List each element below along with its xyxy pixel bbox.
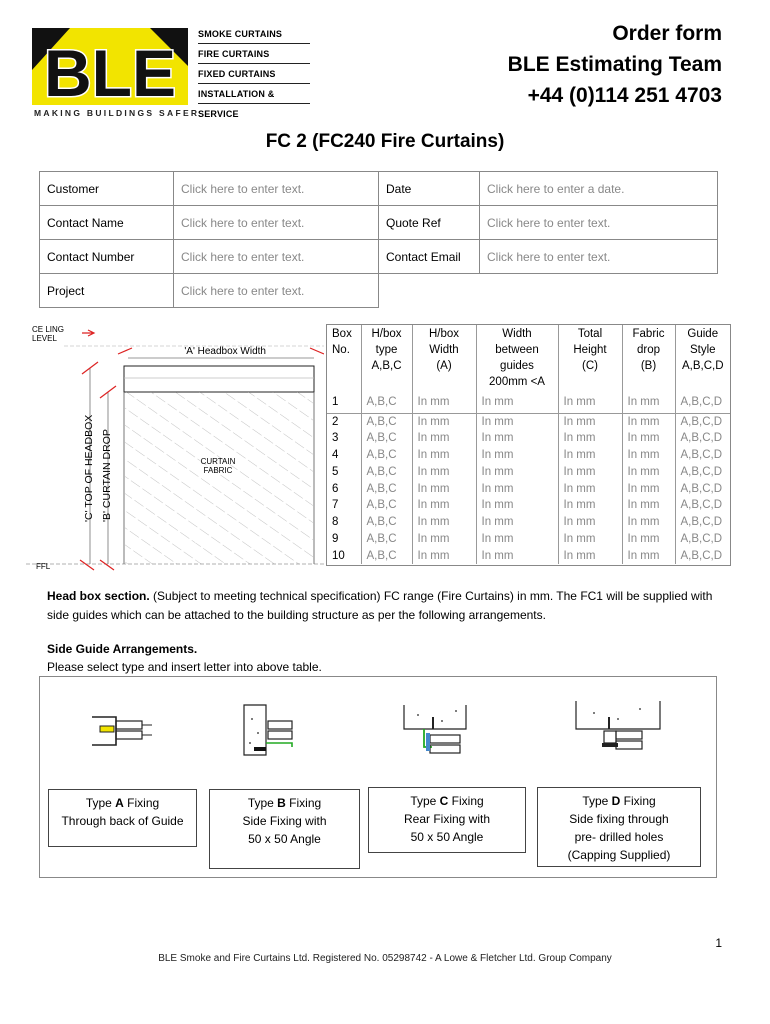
- date-field[interactable]: Click here to enter a date.: [480, 172, 718, 206]
- spec-input-cell[interactable]: In mm: [622, 430, 675, 447]
- box-number: 1: [327, 391, 361, 413]
- spec-input-cell[interactable]: A,B,C,D: [675, 447, 730, 464]
- spec-row: [327, 391, 730, 413]
- contact-email-field[interactable]: Click here to enter text.: [480, 240, 718, 274]
- spec-header-text: (B): [640, 360, 657, 372]
- spec-input-cell[interactable]: A,B,C,D: [675, 514, 730, 531]
- project-field[interactable]: Click here to enter text.: [174, 274, 379, 308]
- curtain-spec-table: [327, 325, 730, 564]
- side-guide-heading: Side Guide Arrangements.: [47, 642, 198, 656]
- spec-header-cell: [412, 325, 476, 391]
- spec-input-cell[interactable]: A,B,C: [361, 514, 412, 531]
- spec-input-cell[interactable]: In mm: [412, 497, 476, 514]
- spec-header-text: Fabric: [632, 328, 665, 340]
- project-label: Project: [40, 274, 174, 308]
- customer-field[interactable]: Click here to enter text.: [174, 172, 379, 206]
- headbox-note-text: (Subject to meeting technical specification) FC range (Fire Curtains) in mm. The FC1 will be supplied with side guides which can be attached to the building structure as per the following arrangements.: [47, 589, 713, 622]
- spec-header-text: (A): [436, 360, 452, 372]
- contact-email-label: Contact Email: [379, 240, 480, 274]
- fixing-a-drawing: [90, 713, 160, 749]
- spec-input-cell[interactable]: A,B,C: [361, 413, 412, 430]
- box-number: 7: [332, 499, 339, 512]
- box-number: 4: [332, 448, 339, 461]
- spec-header-text: H/box: [371, 328, 402, 340]
- spec-input-cell[interactable]: In mm: [412, 531, 476, 548]
- fixings-panel: [39, 676, 717, 878]
- headbox-note-heading: Head box section.: [47, 589, 150, 603]
- spec-input-cell[interactable]: In mm: [476, 480, 558, 497]
- spec-input-cell[interactable]: A,B,C,D: [675, 480, 730, 497]
- service-item: FIRE CURTAINS: [198, 44, 310, 64]
- spec-row: [327, 447, 730, 464]
- spec-row: [327, 497, 730, 514]
- spec-header-text: Width: [502, 328, 532, 340]
- side-guide-section: [47, 640, 322, 676]
- spec-input-cell[interactable]: In mm: [476, 531, 558, 548]
- spec-input-cell[interactable]: In mm: [476, 463, 558, 480]
- spec-input-cell[interactable]: In mm: [476, 413, 558, 430]
- spec-input-cell[interactable]: In mm: [622, 447, 675, 464]
- side-guide-instruction: Please select type and insert letter into above table.: [47, 660, 322, 674]
- spec-input-cell[interactable]: In mm: [412, 447, 476, 464]
- page-title: FC 2 (FC240 Fire Curtains): [265, 131, 505, 152]
- spec-header-text: (C): [582, 360, 598, 372]
- spec-input-cell[interactable]: In mm: [558, 547, 622, 564]
- spec-input-cell[interactable]: In mm: [558, 463, 622, 480]
- spec-header-text: type: [375, 344, 398, 356]
- spec-header-cell: [361, 325, 412, 391]
- curtain-drop-label: 'B' CURTAIN DROP: [101, 429, 113, 522]
- top-of-headbox-label: 'C' TOP OF HEADBOX: [83, 414, 95, 522]
- box-number: 9: [332, 532, 339, 545]
- spec-header-text: H/box: [428, 328, 460, 340]
- spec-row: [327, 430, 730, 447]
- curtain-fabric-label-2: FABRIC: [203, 466, 233, 475]
- header-line-1: Order form: [612, 22, 722, 45]
- spec-header-cell: [476, 325, 558, 391]
- service-item: FIXED CURTAINS: [198, 64, 310, 84]
- spec-input-cell[interactable]: In mm: [412, 391, 476, 413]
- spec-input-cell[interactable]: In mm: [622, 480, 675, 497]
- curtain-fabric-label: CURTAIN: [200, 457, 236, 466]
- logo-services: [198, 24, 310, 119]
- spec-header-text: between: [495, 344, 539, 356]
- spec-input-cell[interactable]: A,B,C: [361, 497, 412, 514]
- spec-input-cell[interactable]: A,B,C,D: [675, 497, 730, 514]
- footer-text: BLE Smoke and Fire Curtains Ltd. Registered No. 05298742 - A Lowe & Fletcher Ltd. Group Company: [158, 953, 612, 964]
- spec-input-cell[interactable]: In mm: [558, 514, 622, 531]
- customer-details-table: [39, 171, 718, 308]
- spec-header-cell: [558, 325, 622, 391]
- spec-row: [327, 463, 730, 480]
- spec-input-cell[interactable]: A,B,C: [361, 547, 412, 564]
- spec-input-cell[interactable]: In mm: [558, 497, 622, 514]
- spec-row: [327, 547, 730, 564]
- curtain-diagram: [26, 322, 324, 576]
- ceiling-level-label-2: LEVEL: [32, 334, 57, 343]
- spec-row: [327, 531, 730, 548]
- spec-header-text: Box: [332, 328, 352, 340]
- page-number: 1: [715, 936, 722, 950]
- fixing-d-drawing: [574, 699, 664, 755]
- spec-input-cell[interactable]: In mm: [558, 480, 622, 497]
- spec-input-cell[interactable]: In mm: [622, 463, 675, 480]
- fixing-type-c[interactable]: Type C Fixing Rear Fixing with 50 x 50 Angle: [368, 787, 526, 853]
- spec-input-cell[interactable]: A,B,C: [361, 391, 412, 413]
- spec-input-cell[interactable]: In mm: [412, 547, 476, 564]
- spec-header-text: A,B,C,D: [681, 360, 724, 372]
- spec-header-text: guides: [500, 360, 534, 372]
- fixing-c-drawing: [402, 703, 472, 759]
- box-number: 6: [332, 482, 339, 495]
- box-number: 2: [332, 415, 339, 428]
- spec-input-cell[interactable]: In mm: [558, 447, 622, 464]
- date-label: Date: [379, 172, 480, 206]
- quote-ref-label: Quote Ref: [379, 206, 480, 240]
- ceiling-level-label: CE LING: [32, 325, 65, 334]
- spec-input-cell[interactable]: A,B,C,D: [675, 531, 730, 548]
- spec-row: [327, 480, 730, 497]
- spec-input-cell[interactable]: In mm: [622, 391, 675, 413]
- spec-input-cell[interactable]: In mm: [476, 497, 558, 514]
- spec-input-cell[interactable]: In mm: [622, 497, 675, 514]
- spec-input-cell[interactable]: A,B,C: [361, 463, 412, 480]
- spec-input-cell[interactable]: A,B,C,D: [675, 391, 730, 413]
- spec-header-cell: [675, 325, 730, 391]
- spec-header-cell: [622, 325, 675, 391]
- spec-header-text: Width: [429, 344, 459, 356]
- spec-header-text: No.: [332, 344, 350, 356]
- spec-input-cell[interactable]: In mm: [558, 391, 622, 413]
- spec-input-cell[interactable]: In mm: [558, 430, 622, 447]
- logo-tagline: MAKING BUILDINGS SAFER: [34, 108, 200, 118]
- spec-header-text: 200mm <A: [489, 376, 545, 388]
- spec-header-cell: [327, 325, 361, 391]
- order-header: [508, 18, 722, 111]
- spec-header-row: [327, 325, 730, 391]
- spec-header-text: A,B,C: [371, 360, 402, 372]
- box-number: 10: [332, 549, 345, 562]
- box-number: 5: [332, 465, 339, 478]
- spec-header-text: Guide: [687, 328, 719, 340]
- spec-input-cell[interactable]: In mm: [476, 514, 558, 531]
- spec-input-cell[interactable]: In mm: [622, 413, 675, 430]
- ffl-label: FFL: [36, 562, 51, 571]
- service-item: INSTALLATION & SERVICE: [198, 84, 310, 104]
- contact-name-field[interactable]: Click here to enter text.: [174, 206, 379, 240]
- contact-number-label: Contact Number: [40, 240, 174, 274]
- spec-input-cell[interactable]: In mm: [412, 463, 476, 480]
- spec-input-cell[interactable]: A,B,C: [361, 531, 412, 548]
- spec-input-cell[interactable]: In mm: [622, 547, 675, 564]
- customer-label: Customer: [40, 172, 174, 206]
- spec-input-cell[interactable]: In mm: [558, 413, 622, 430]
- service-item: SMOKE CURTAINS: [198, 24, 310, 44]
- spec-input-cell[interactable]: In mm: [476, 391, 558, 413]
- spec-input-cell[interactable]: A,B,C,D: [675, 463, 730, 480]
- spec-input-cell[interactable]: In mm: [622, 531, 675, 548]
- spec-input-cell[interactable]: A,B,C: [361, 447, 412, 464]
- spec-input-cell[interactable]: In mm: [412, 514, 476, 531]
- box-number: 3: [332, 432, 339, 445]
- spec-input-cell[interactable]: In mm: [622, 514, 675, 531]
- contact-number-field[interactable]: Click here to enter text.: [174, 240, 379, 274]
- spec-input-cell[interactable]: In mm: [476, 447, 558, 464]
- spec-input-cell[interactable]: A,B,C: [361, 430, 412, 447]
- contact-name-label: Contact Name: [40, 206, 174, 240]
- spec-header-text: Total: [577, 328, 603, 340]
- spec-header-text: Height: [573, 344, 607, 356]
- spec-input-cell[interactable]: In mm: [476, 430, 558, 447]
- header-line-2: BLE Estimating Team: [507, 53, 722, 76]
- spec-header-text: Style: [689, 344, 716, 356]
- fixing-type-b[interactable]: Type B Fixing Side Fixing with 50 x 50 Angle: [209, 789, 360, 869]
- header-line-3: +44 (0)114 251 4703: [527, 84, 722, 107]
- spec-input-cell[interactable]: A,B,C,D: [675, 430, 730, 447]
- spec-input-cell[interactable]: In mm: [558, 531, 622, 548]
- box-number: 8: [332, 516, 339, 529]
- fixing-b-drawing: [240, 703, 310, 759]
- spec-input-cell[interactable]: A,B,C,D: [675, 547, 730, 564]
- spec-input-cell[interactable]: In mm: [412, 413, 476, 430]
- fixing-type-d[interactable]: Type D Fixing Side fixing through pre- drilled holes (Capping Supplied): [537, 787, 701, 867]
- spec-input-cell[interactable]: A,B,C,D: [675, 413, 730, 430]
- quote-ref-field[interactable]: Click here to enter text.: [480, 206, 718, 240]
- headbox-width-label: 'A' Headbox Width: [184, 346, 266, 357]
- headbox-note: [47, 587, 727, 625]
- spec-input-cell[interactable]: In mm: [412, 430, 476, 447]
- spec-input-cell[interactable]: A,B,C: [361, 480, 412, 497]
- spec-input-cell[interactable]: In mm: [476, 547, 558, 564]
- fixing-type-a[interactable]: Type A Fixing Through back of Guide: [48, 789, 197, 847]
- spec-input-cell[interactable]: In mm: [412, 480, 476, 497]
- spec-row: [327, 413, 730, 430]
- logo-letters: BLE: [44, 36, 176, 110]
- spec-header-text: drop: [636, 344, 661, 356]
- spec-row: [327, 514, 730, 531]
